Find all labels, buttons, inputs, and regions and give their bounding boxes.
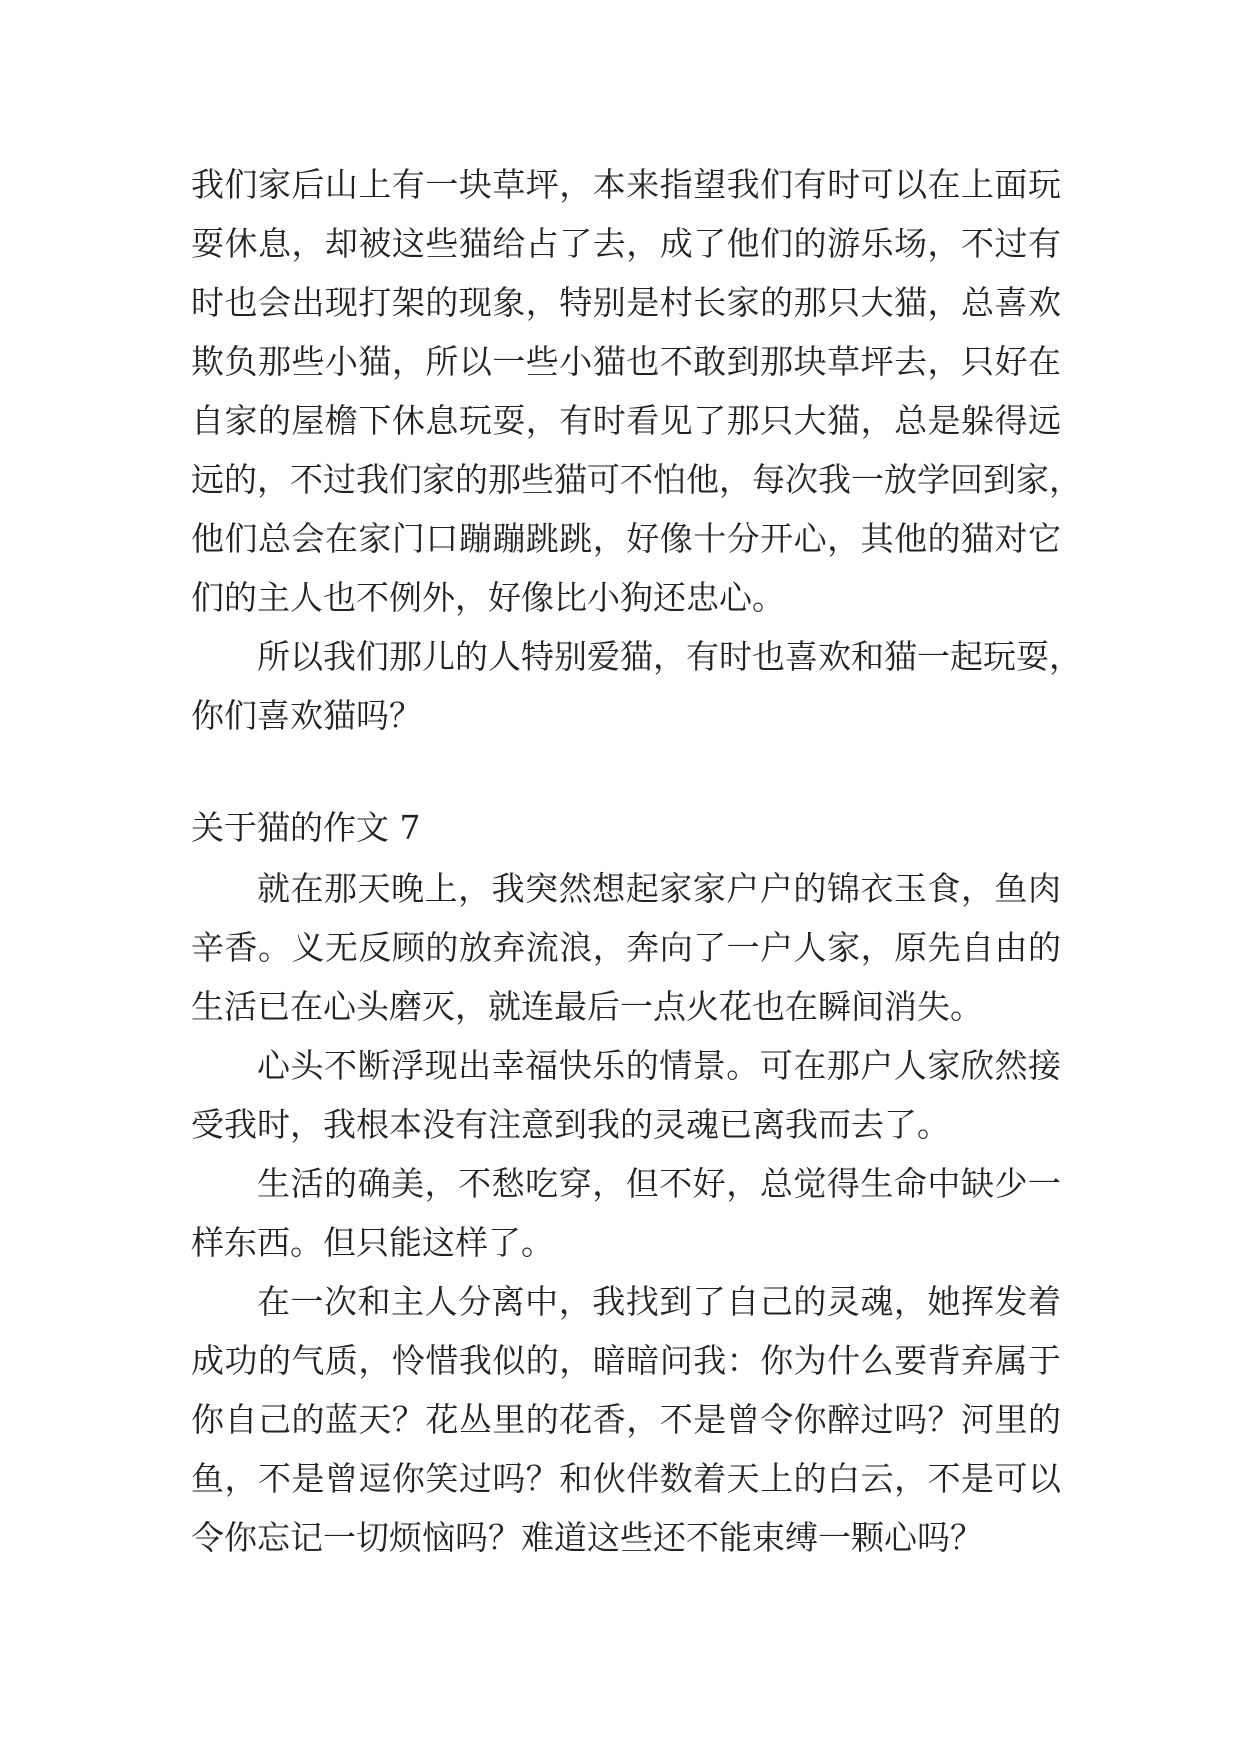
text-line: 辛香。义无反顾的放弃流浪，奔向了一户人家，原先自由的 — [191, 928, 1061, 967]
section1-paragraph1 — [191, 155, 1082, 627]
text-line: 自家的屋檐下休息玩耍，有时看见了那只大猫，总是躲得远 — [191, 401, 1061, 440]
text-line: 生活的确美，不愁吃穿，但不好，总觉得生命中缺少一 — [257, 1164, 1061, 1203]
section2-paragraph4 — [191, 1272, 1061, 1567]
text-line: 令你忘记一切烦恼吗？难道这些还不能束缚一颗心吗？ — [191, 1518, 983, 1557]
text-line: 生活已在心头磨灭，就连最后一点火花也在瞬间消失。 — [191, 987, 983, 1026]
text-line: 欺负那些小猫，所以一些小猫也不敢到那块草坪去，只好在 — [191, 342, 1061, 381]
text-line: 你们喜欢猫吗？ — [191, 696, 422, 735]
text-line: 远的，不过我们家的那些猫可不怕他，每次我一放学回到家， — [191, 460, 1082, 499]
text-line: 就在那天晚上，我突然想起家家户户的锦衣玉食，鱼肉 — [257, 869, 1061, 908]
text-line: 我们家后山上有一块草坪，本来指望我们有时可以在上面玩 — [191, 165, 1061, 204]
section1-paragraph2 — [191, 627, 1082, 745]
text-line: 心头不断浮现出幸福快乐的情景。可在那户人家欣然接 — [257, 1046, 1061, 1085]
section-title: 关于猫的作文 7 — [191, 808, 421, 847]
section2-paragraph1 — [191, 859, 1061, 1036]
text-line: 你自己的蓝天？花丛里的花香，不是曾令你醉过吗？河里的 — [191, 1400, 1061, 1439]
text-line: 时也会出现打架的现象，特别是村长家的那只大猫，总喜欢 — [191, 283, 1061, 322]
text-line: 样东西。但只能这样了。 — [191, 1223, 554, 1262]
text-line: 所以我们那儿的人特别爱猫，有时也喜欢和猫一起玩耍， — [257, 637, 1082, 676]
text-line: 鱼，不是曾逗你笑过吗？和伙伴数着天上的白云，不是可以 — [191, 1459, 1061, 1498]
section2-paragraph3 — [191, 1154, 1061, 1272]
text-line: 成功的气质，怜惜我似的，暗暗问我：你为什么要背弃属于 — [191, 1341, 1061, 1380]
text-line: 在一次和主人分离中，我找到了自己的灵魂，她挥发着 — [257, 1282, 1061, 1321]
text-line: 受我时，我根本没有注意到我的灵魂已离我而去了。 — [191, 1105, 950, 1144]
text-line: 们的主人也不例外，好像比小狗还忠心。 — [191, 578, 785, 617]
text-line: 他们总会在家门口蹦蹦跳跳，好像十分开心，其他的猫对它 — [191, 519, 1061, 558]
text-line: 耍休息，却被这些猫给占了去，成了他们的游乐场，不过有 — [191, 224, 1061, 263]
section2-paragraph2 — [191, 1036, 1061, 1154]
